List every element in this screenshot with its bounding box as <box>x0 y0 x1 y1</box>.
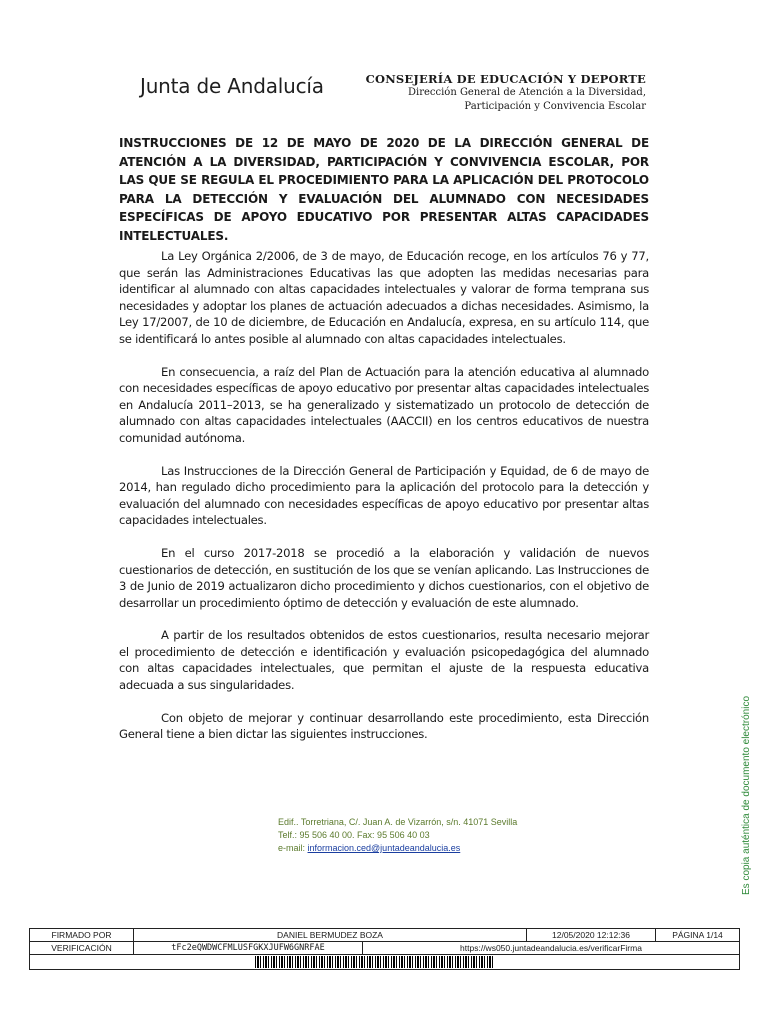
verification-url[interactable]: https://ws050.juntadeandalucia.es/verificarFirma <box>363 942 740 955</box>
paragraph-4: En el curso 2017-2018 se procedió a la elaboración y validación de nuevos cuestionarios de detección, en sustitución de los que se venían aplicando. Las Instrucciones de 3 de Junio de 2019 actualizaron dicho procedimiento y dichos cuestionarios, con el objetivo de desarrollar un procedimiento óptimo de detección y evaluación de este alumnado. <box>119 545 649 610</box>
page-number: PÁGINA 1/14 <box>656 929 740 942</box>
signed-by-label: FIRMADO POR <box>30 929 134 942</box>
directorate-line-2: Participación y Convivencia Escolar <box>464 101 646 112</box>
department-header <box>366 72 646 114</box>
footer-email-label: e-mail: <box>278 843 308 853</box>
barcode <box>255 956 495 968</box>
footer-email-line <box>278 842 517 855</box>
authentic-copy-note: Es copia auténtica de documento electrónico <box>741 695 752 895</box>
paragraph-3: Las Instrucciones de la Dirección General de Participación y Equidad, de 6 de mayo de 2014, han regulado dicho procedimiento para la aplicación del protocolo para la detección y evaluación del alumnado con necesidades específicas de apoyo educativo por presentar altas capacidades intelectuales. <box>119 463 649 528</box>
verification-label: VERIFICACIÓN <box>30 942 134 955</box>
verification-row <box>30 942 740 955</box>
paragraph-1: La Ley Orgánica 2/2006, de 3 de mayo, de Educación recoge, en los artículos 76 y 77, que serán las Administraciones Educativas las que adopten las medidas necesarias para identificar al alumnado con altas capacidades intelectuales y valorar de forma temprana sus necesidades y adoptar los planes de actuación adecuados a dichas necesidades. Asimismo, la Ley 17/2007, de 10 de diciembre, de Educación en Andalucía, expresa, en su artículo 114, que se identificará lo antes posible al alumnado con altas capacidades intelectuales. <box>119 249 649 346</box>
signer-name: DANIEL BERMUDEZ BOZA <box>134 929 527 942</box>
footer-address: Edif.. Torretriana, C/. Juan A. de Vizarrón, s/n. 41071 Sevilla <box>278 817 518 827</box>
document-title: INSTRUCCIONES DE 12 DE MAYO DE 2020 DE LA DIRECCIÓN GENERAL DE ATENCIÓN A LA DIVERSIDAD, PARTICIPACIÓN Y CONVIVENCIA ESCOLAR, POR LAS QUE SE REGULA EL PROCEDIMIENTO PARA LA APLICACIÓN DEL PROTOCOLO PARA LA DETECCIÓN Y EVALUACIÓN DEL ALUMNADO CON NECESIDADES ESPECÍFICAS DE APOYO EDUCATIVO POR PRESENTAR ALTAS CAPACIDADES INTELECTUALES. <box>119 136 649 243</box>
junta-logo: Junta de Andalucía <box>140 74 324 98</box>
barcode-row <box>30 955 740 970</box>
signature-datetime: 12/05/2020 12:12:36 <box>527 929 656 942</box>
department-name: CONSEJERÍA DE EDUCACIÓN Y DEPORTE <box>365 72 646 86</box>
signature-table <box>29 928 740 970</box>
paragraph-6: Con objeto de mejorar y continuar desarrollando este procedimiento, esta Dirección General tiene a bien dictar las siguientes instrucciones. <box>119 710 649 742</box>
verification-code: tFc2eQWDWCFMLUSFGKXJUFW6GNRFAE <box>134 942 363 955</box>
footer-phone: Telf.: 95 506 40 00. Fax: 95 506 40 03 <box>278 830 430 840</box>
document-body <box>119 248 649 759</box>
signature-row <box>30 929 740 942</box>
footer-address-block <box>278 816 517 855</box>
paragraph-5: A partir de los resultados obtenidos de estos cuestionarios, resulta necesario mejorar el procedimiento de detección e identificación y evaluación psicopedagógica del alumnado con altas capacidades intelectuales, que permitan el ajuste de la respuesta educativa adecuada a sus singularidades. <box>119 628 649 693</box>
paragraph-2: En consecuencia, a raíz del Plan de Actuación para la atención educativa al alumnado con necesidades específicas de apoyo educativo por presentar altas capacidades intelectuales en Andalucía 2011–2013, se ha generalizado y sistematizado un protocolo de detección de alumnado con altas capacidades intelectuales (AACCII) en los centros educativos de nuestra comunidad autónoma. <box>119 364 649 445</box>
footer-email-link[interactable]: informacion.ced@juntadeandalucia.es <box>307 843 461 853</box>
directorate-line-1: Dirección General de Atención a la Diversidad, <box>407 87 646 98</box>
